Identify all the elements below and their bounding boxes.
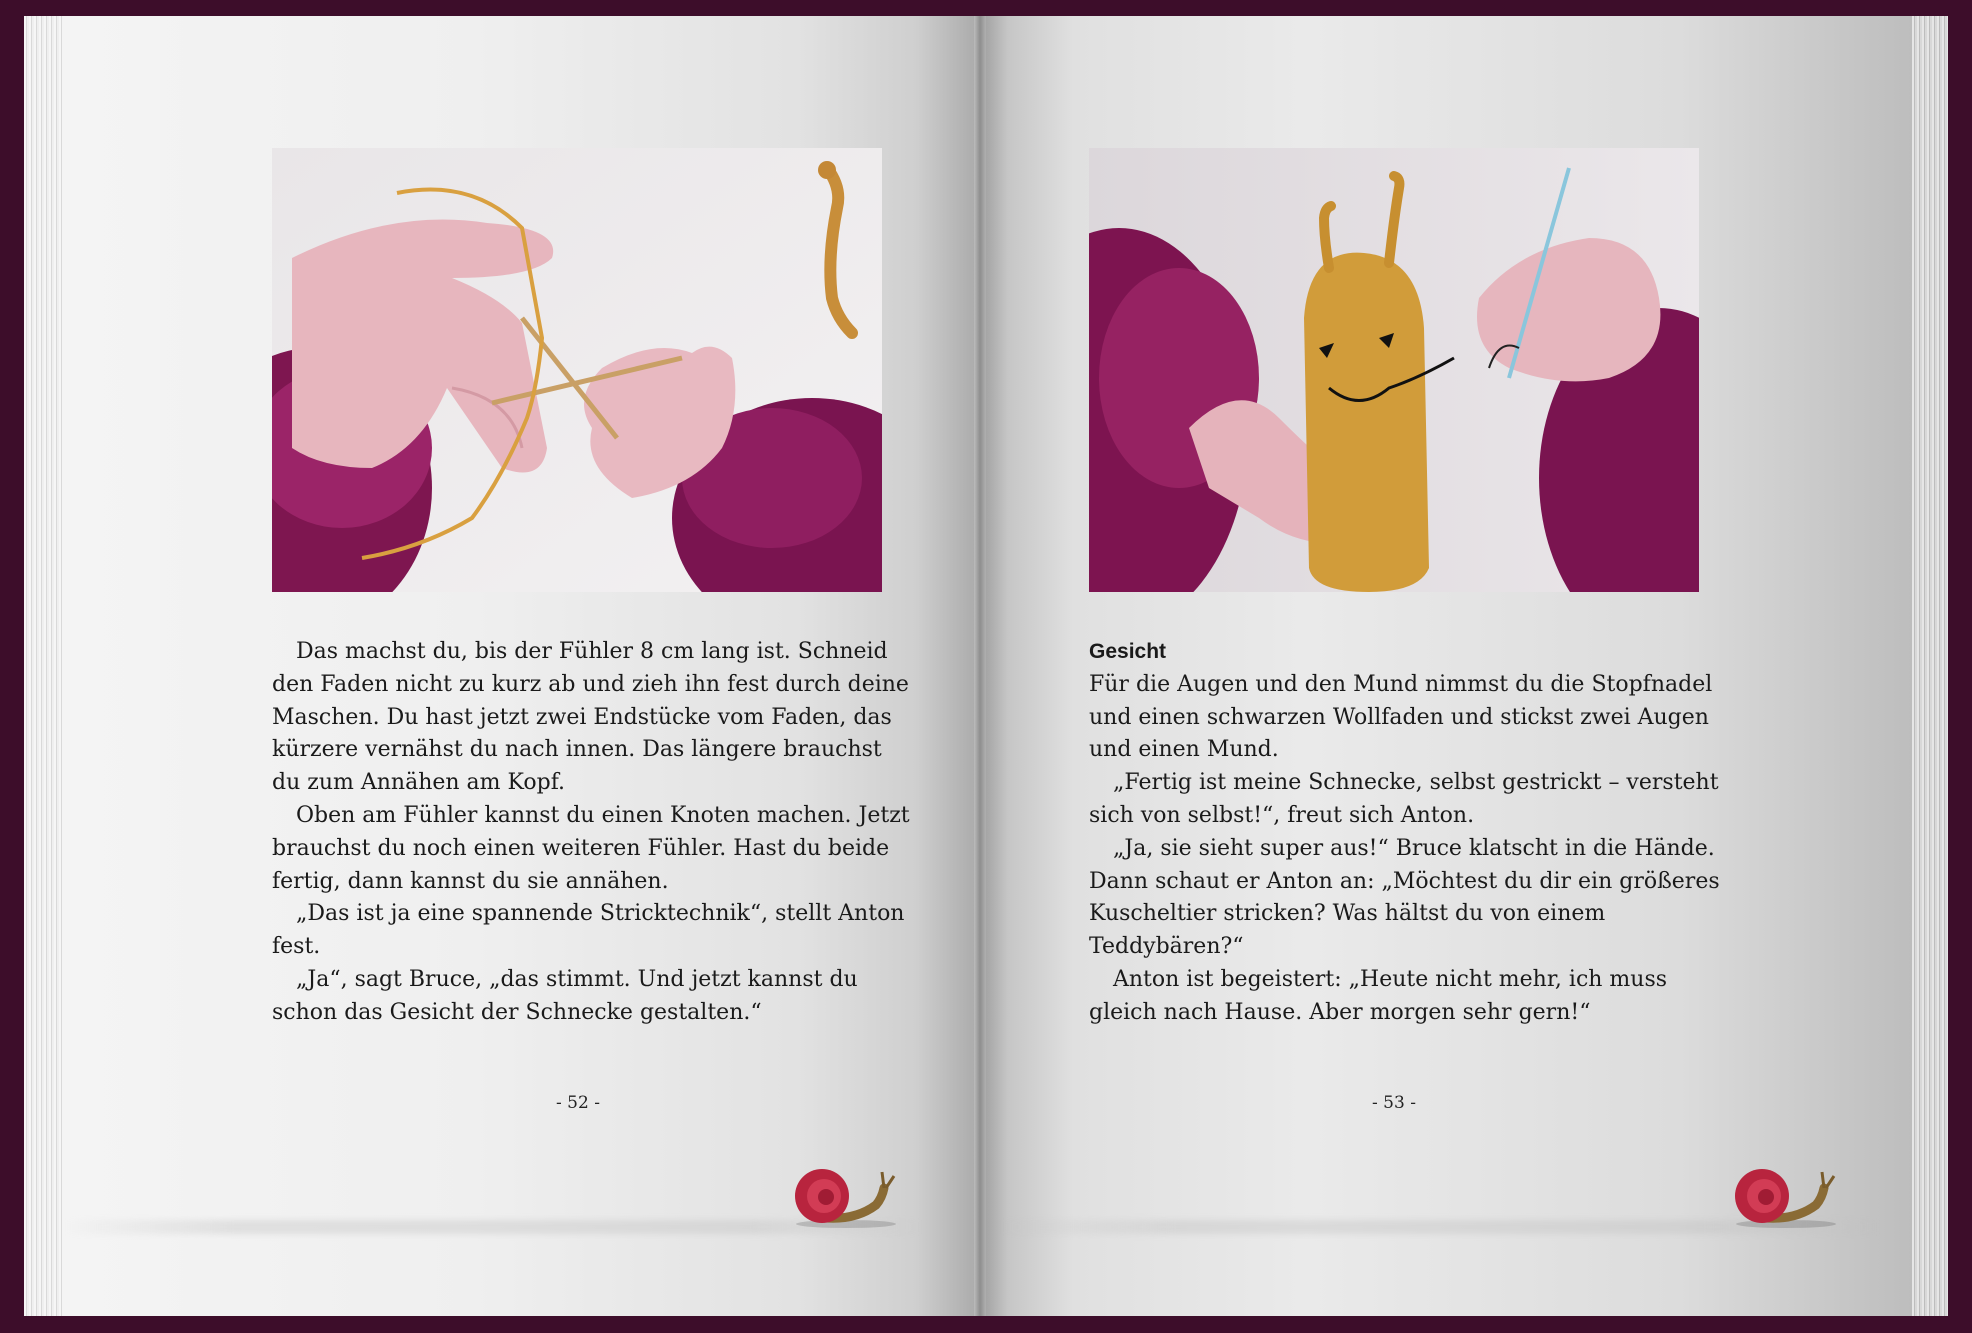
- page-number-left: - 52 -: [556, 1093, 600, 1113]
- paragraph: Anton ist begeistert: „Heute nicht mehr, ich muss gleich nach Hause. Aber morgen sehr gern!“: [1089, 966, 1668, 1025]
- photo-knitting-antenna: [272, 148, 882, 592]
- page-number-right: - 53 -: [1372, 1093, 1416, 1113]
- book-spine: [974, 16, 986, 1316]
- page-edges-right: [1912, 16, 1948, 1316]
- paragraph: Für die Augen und den Mund nimmst du die Stopfnadel und einen schwarzen Wollfaden und stickst zwei Augen und einen Mund.: [1089, 671, 1713, 763]
- paragraph: Das machst du, bis der Fühler 8 cm lang ist. Schneid den Faden nicht zu kurz ab und zieh ihn fest durch deine Maschen. Du hast jetzt zwei Endstücke vom Faden, das kürzere vernähst du nach innen. Das längere brauchst du zum Annähen am Kopf.: [272, 639, 909, 796]
- right-page-text: [1089, 636, 1729, 1030]
- snail-icon: [786, 1160, 902, 1234]
- paragraph: Oben am Fühler kannst du einen Knoten machen. Jetzt brauchst du noch einen weiteren Fühler. Hast du beide fertig, dann kannst du sie annähen.: [272, 802, 910, 894]
- paragraph: „Ja“, sagt Bruce, „das stimmt. Und jetzt kannst du schon das Gesicht der Schnecke gestalten.“: [272, 966, 858, 1025]
- paragraph: „Fertig ist meine Schnecke, selbst gestrickt – versteht sich von selbst!“, freut sich Anton.: [1089, 770, 1719, 828]
- page-edges-left: [24, 16, 62, 1316]
- photo-embroidered-snail-face: [1089, 148, 1699, 592]
- paragraph: „Das ist ja eine spannende Stricktechnik“, stellt Anton fest.: [272, 901, 905, 960]
- paragraph: „Ja, sie sieht super aus!“ Bruce klatscht in die Hände. Dann schaut er Anton an: „Möchtest du dir ein größeres Kuscheltier stricken? Was hältst du von einem Teddybären?“: [1089, 835, 1720, 960]
- snail-icon: [1726, 1160, 1842, 1234]
- section-heading: Gesicht: [1089, 640, 1167, 663]
- left-page-text: [272, 636, 912, 1030]
